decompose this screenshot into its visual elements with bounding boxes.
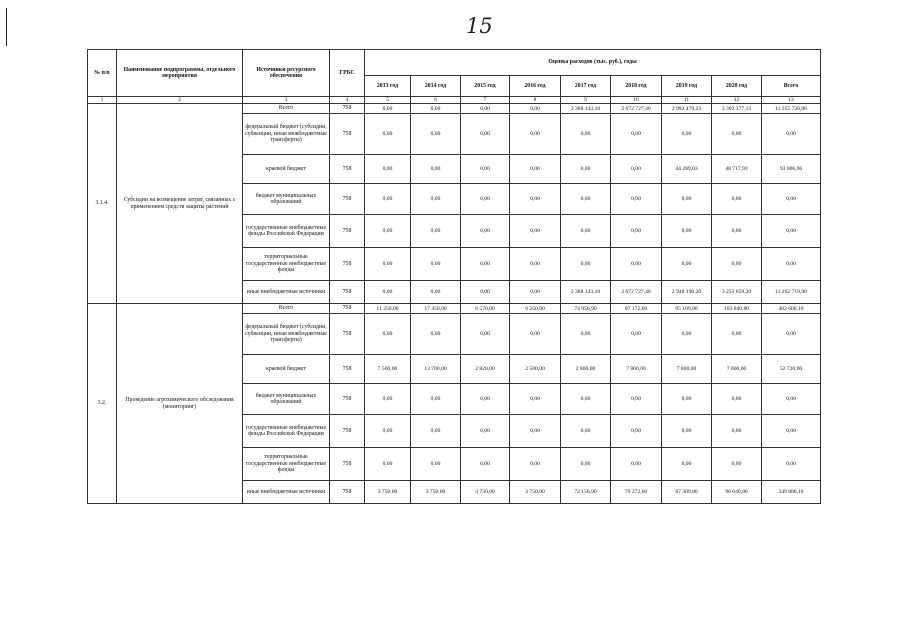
value-cell: 48 717,93 — [712, 155, 762, 184]
value-cell: 3 253 659,20 — [712, 281, 762, 304]
total-cell: 0,00 — [762, 114, 821, 155]
item-number: 3.2. — [88, 304, 117, 504]
value-cell: 0,00 — [662, 184, 712, 215]
value-cell: 2 820,00 — [461, 355, 510, 384]
value-cell: 0,00 — [365, 155, 411, 184]
value-cell: 0,00 — [561, 184, 611, 215]
index-cell: 13 — [762, 97, 821, 104]
value-cell: 17 450,00 — [411, 304, 461, 314]
index-cell: 3 — [243, 97, 330, 104]
value-cell: 7 800,00 — [712, 355, 762, 384]
header-year: 2019 год — [662, 76, 712, 97]
value-cell: 87 172,60 — [611, 304, 662, 314]
value-cell: 96 040,80 — [712, 481, 762, 504]
value-cell: 0,00 — [611, 248, 662, 281]
value-cell: 2 672 727,40 — [611, 281, 662, 304]
value-cell: 0,00 — [712, 215, 762, 248]
value-cell: 3 302 377,13 — [712, 104, 762, 114]
funding-source: краевой бюджет — [243, 355, 330, 384]
value-cell: 0,00 — [365, 415, 411, 448]
value-cell: 0,00 — [712, 448, 762, 481]
value-cell: 0,00 — [461, 384, 510, 415]
value-cell: 0,00 — [611, 415, 662, 448]
value-cell: 0,00 — [611, 215, 662, 248]
index-cell: 10 — [611, 97, 662, 104]
table-row — [88, 104, 821, 114]
value-cell: 0,00 — [365, 248, 411, 281]
funding-source: краевой бюджет — [243, 155, 330, 184]
value-cell: 0,00 — [411, 184, 461, 215]
value-cell: 0,00 — [365, 281, 411, 304]
item-name: Проведение агрохимического обследования (мониторинг) — [117, 304, 243, 504]
value-cell: 0,00 — [411, 215, 461, 248]
value-cell: 7 800,00 — [611, 355, 662, 384]
value-cell: 0,00 — [411, 384, 461, 415]
value-cell: 0,00 — [510, 155, 561, 184]
page-number: 15 — [466, 14, 493, 38]
value-cell: 79 372,60 — [611, 481, 662, 504]
header-year: 2020 год — [712, 76, 762, 97]
total-cell: 52 720,00 — [762, 355, 821, 384]
header-year: 2016 год — [510, 76, 561, 97]
grbs-code: 758 — [330, 184, 365, 215]
value-cell: 2 500,00 — [510, 355, 561, 384]
value-cell: 0,00 — [662, 114, 712, 155]
value-cell: 0,00 — [561, 248, 611, 281]
value-cell: 0,00 — [411, 314, 461, 355]
value-cell: 0,00 — [411, 248, 461, 281]
index-cell: 2 — [117, 97, 243, 104]
grbs-code: 758 — [330, 384, 365, 415]
value-cell: 0,00 — [561, 314, 611, 355]
value-cell: 7 500,00 — [365, 355, 411, 384]
funding-source: территориальные государственные внебюджетные фонды — [243, 248, 330, 281]
value-cell: 103 840,80 — [712, 304, 762, 314]
value-cell: 0,00 — [411, 415, 461, 448]
funding-source: Всего — [243, 104, 330, 114]
total-cell: 11 355 726,86 — [762, 104, 821, 114]
total-cell: 0,00 — [762, 248, 821, 281]
total-cell: 11 262 719,90 — [762, 281, 821, 304]
index-cell: 5 — [365, 97, 411, 104]
value-cell: 0,00 — [712, 248, 762, 281]
funding-source: государственные внебюджетные фонды Российской Федерации — [243, 215, 330, 248]
value-cell: 0,00 — [561, 215, 611, 248]
index-cell: 4 — [330, 97, 365, 104]
value-cell: 13 700,00 — [411, 355, 461, 384]
index-cell: 9 — [561, 97, 611, 104]
value-cell: 2 800,00 — [561, 355, 611, 384]
value-cell: 0,00 — [461, 281, 510, 304]
total-cell: 0,00 — [762, 184, 821, 215]
value-cell: 44 289,03 — [662, 155, 712, 184]
value-cell: 0,00 — [561, 415, 611, 448]
value-cell: 0,00 — [411, 281, 461, 304]
value-cell: 0,00 — [510, 248, 561, 281]
value-cell: 11 250,00 — [365, 304, 411, 314]
value-cell: 0,00 — [662, 384, 712, 415]
funding-source: бюджет муниципальных образований — [243, 384, 330, 415]
value-cell: 0,00 — [662, 215, 712, 248]
total-cell: 402 600,10 — [762, 304, 821, 314]
header-grbs: ГРБС — [330, 50, 365, 97]
index-cell: 11 — [662, 97, 712, 104]
total-cell: 0,00 — [762, 415, 821, 448]
value-cell: 0,00 — [461, 104, 510, 114]
value-cell: 0,00 — [712, 114, 762, 155]
value-cell: 0,00 — [461, 314, 510, 355]
header-total: Всего — [762, 76, 821, 97]
value-cell: 0,00 — [461, 155, 510, 184]
value-cell: 2 948 190,20 — [662, 281, 712, 304]
funding-source: федеральный бюджет (субсидии, субвенции, иные межбюджетные трансферты) — [243, 114, 330, 155]
value-cell: 95 109,80 — [662, 304, 712, 314]
funding-source: федеральный бюджет (субсидии, субвенции, иные межбюджетные трансферты) — [243, 314, 330, 355]
funding-source: территориальные государственные внебюджетные фонды — [243, 448, 330, 481]
header-year: 2017 год — [561, 76, 611, 97]
funding-source: Всего — [243, 304, 330, 314]
index-cell: 8 — [510, 97, 561, 104]
index-cell: 1 — [88, 97, 117, 104]
value-cell: 0,00 — [712, 184, 762, 215]
header-year: 2018 год — [611, 76, 662, 97]
value-cell: 0,00 — [461, 248, 510, 281]
value-cell: 0,00 — [365, 448, 411, 481]
grbs-code: 758 — [330, 281, 365, 304]
value-cell: 0,00 — [712, 314, 762, 355]
value-cell: 3 750,00 — [510, 481, 561, 504]
value-cell: 0,00 — [510, 281, 561, 304]
grbs-code: 758 — [330, 104, 365, 114]
index-cell: 12 — [712, 97, 762, 104]
value-cell: 0,00 — [510, 114, 561, 155]
margin-line — [6, 8, 7, 46]
value-cell: 0,00 — [712, 384, 762, 415]
value-cell: 3 750,00 — [411, 481, 461, 504]
value-cell: 2 672 727,40 — [611, 104, 662, 114]
value-cell: 87 309,80 — [662, 481, 712, 504]
funding-source: иные внебюджетные источники — [243, 481, 330, 504]
grbs-code: 758 — [330, 155, 365, 184]
header-source: Источники ресурсного обеспечения — [243, 50, 330, 97]
value-cell: 0,00 — [461, 114, 510, 155]
header-name: Наименование подпрограммы, отдельного мероприятия — [117, 50, 243, 97]
grbs-code: 758 — [330, 114, 365, 155]
value-cell: 0,00 — [611, 184, 662, 215]
value-cell: 0,00 — [561, 114, 611, 155]
value-cell: 0,00 — [611, 114, 662, 155]
funding-source: иные внебюджетные источники — [243, 281, 330, 304]
budget-table — [87, 49, 821, 504]
value-cell: 0,00 — [365, 114, 411, 155]
total-cell: 93 006,96 — [762, 155, 821, 184]
grbs-code: 758 — [330, 481, 365, 504]
value-cell: 0,00 — [561, 384, 611, 415]
value-cell: 0,00 — [365, 184, 411, 215]
value-cell: 0,00 — [662, 415, 712, 448]
grbs-code: 758 — [330, 314, 365, 355]
header-num: № п/п — [88, 50, 117, 97]
value-cell: 0,00 — [510, 104, 561, 114]
index-cell: 7 — [461, 97, 510, 104]
value-cell: 0,00 — [411, 155, 461, 184]
value-cell: 2 388 143,10 — [561, 281, 611, 304]
grbs-code: 758 — [330, 415, 365, 448]
value-cell: 0,00 — [461, 448, 510, 481]
value-cell: 0,00 — [461, 184, 510, 215]
value-cell: 2 992 479,23 — [662, 104, 712, 114]
value-cell: 0,00 — [611, 384, 662, 415]
total-cell: 0,00 — [762, 384, 821, 415]
value-cell: 0,00 — [461, 215, 510, 248]
value-cell: 6 570,00 — [461, 304, 510, 314]
value-cell: 74 956,90 — [561, 304, 611, 314]
item-number: 3.1.4. — [88, 104, 117, 304]
value-cell: 7 800,00 — [662, 355, 712, 384]
table-row — [88, 304, 821, 314]
value-cell: 0,00 — [662, 448, 712, 481]
value-cell: 0,00 — [411, 448, 461, 481]
funding-source: бюджет муниципальных образований — [243, 184, 330, 215]
value-cell: 0,00 — [662, 314, 712, 355]
table-body — [88, 104, 821, 504]
value-cell: 0,00 — [561, 155, 611, 184]
value-cell: 0,00 — [411, 114, 461, 155]
item-name: Субсидии на возмещение затрат, связанных с применением средств защиты растений — [117, 104, 243, 304]
total-cell: 0,00 — [762, 215, 821, 248]
value-cell: 0,00 — [461, 415, 510, 448]
value-cell: 72 156,90 — [561, 481, 611, 504]
grbs-code: 758 — [330, 215, 365, 248]
value-cell: 3 750,00 — [461, 481, 510, 504]
index-cell: 6 — [411, 97, 461, 104]
value-cell: 0,00 — [510, 384, 561, 415]
grbs-code: 758 — [330, 448, 365, 481]
total-cell: 0,00 — [762, 448, 821, 481]
value-cell: 0,00 — [510, 448, 561, 481]
grbs-code: 758 — [330, 248, 365, 281]
value-cell: 6 250,00 — [510, 304, 561, 314]
value-cell: 0,00 — [510, 415, 561, 448]
funding-source: государственные внебюджетные фонды Российской Федерации — [243, 415, 330, 448]
value-cell: 0,00 — [611, 314, 662, 355]
value-cell: 0,00 — [611, 155, 662, 184]
header-year: 2015 год — [461, 76, 510, 97]
total-cell: 0,00 — [762, 314, 821, 355]
grbs-code: 758 — [330, 304, 365, 314]
value-cell: 0,00 — [365, 104, 411, 114]
grbs-code: 758 — [330, 355, 365, 384]
value-cell: 0,00 — [561, 448, 611, 481]
total-cell: 349 880,10 — [762, 481, 821, 504]
value-cell: 0,00 — [510, 314, 561, 355]
value-cell: 0,00 — [510, 184, 561, 215]
value-cell: 2 388 143,10 — [561, 104, 611, 114]
value-cell: 0,00 — [411, 104, 461, 114]
value-cell: 3 750,00 — [365, 481, 411, 504]
header-estimate: Оценка расходов (тыс. руб.), годы — [365, 50, 821, 76]
value-cell: 0,00 — [365, 215, 411, 248]
value-cell: 0,00 — [662, 248, 712, 281]
value-cell: 0,00 — [611, 448, 662, 481]
value-cell: 0,00 — [712, 415, 762, 448]
value-cell: 0,00 — [365, 384, 411, 415]
value-cell: 0,00 — [365, 314, 411, 355]
header-year: 2013 год — [365, 76, 411, 97]
header-year: 2014 год — [411, 76, 461, 97]
value-cell: 0,00 — [510, 215, 561, 248]
